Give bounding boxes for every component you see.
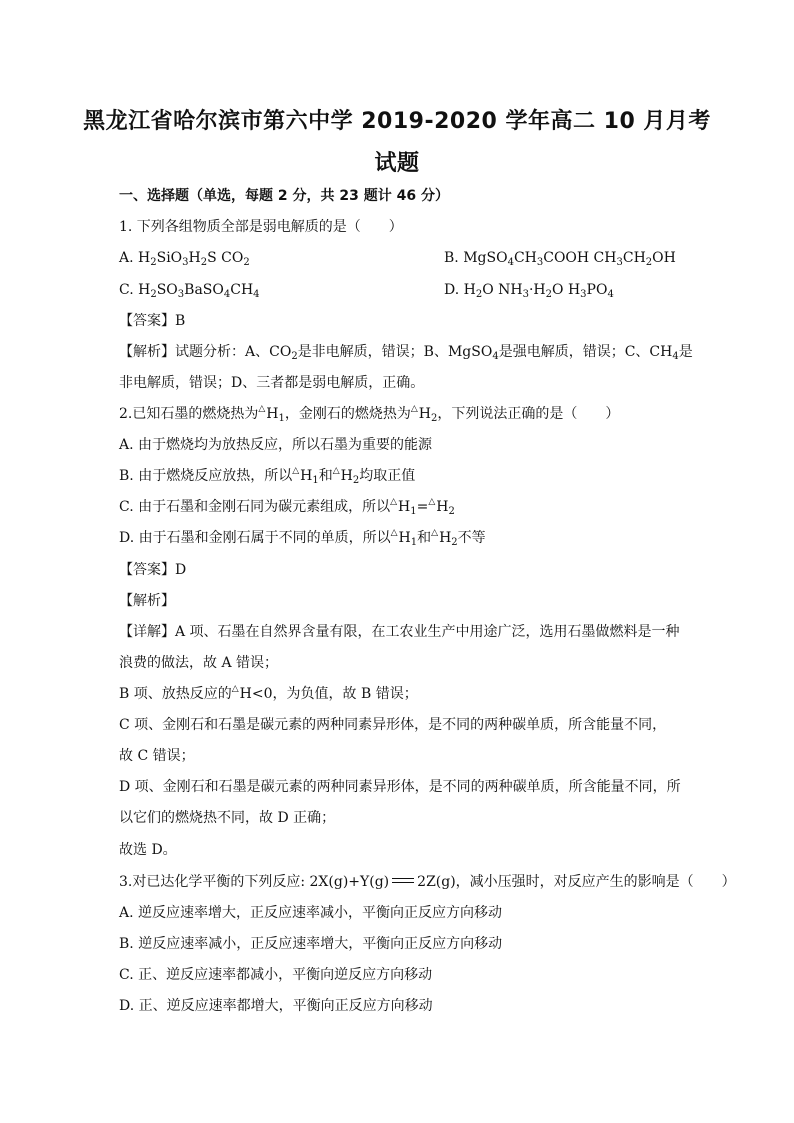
delta-symbol: △: [431, 528, 439, 538]
delta-symbol: △: [258, 404, 266, 414]
q2-detail-line4: C 项、金刚石和石墨是碳元素的两种同素异形体，是不同的两种碳单质，所含能量不同，: [119, 717, 667, 733]
q2-stem: 2.已知石墨的燃烧热为$^\triangle H_1$，金刚石的燃烧热为$^\triangle H_2$，下列说法正确的是（ ）: [119, 404, 620, 424]
q1-option-d: D. $H_2O$ $NH_3\cdot H_2O$ $H_3PO_4$: [444, 282, 614, 300]
q1-stem: 1. 下列各组物质全部是弱电解质的是（ ）: [119, 219, 403, 235]
document-title-line2: 试题: [374, 151, 420, 176]
q1-option-c: C. $H_2SO_3BaSO_4CH_4$: [119, 282, 260, 300]
q2-option-b: B. 由于燃烧反应放热，所以$^\triangle H_1$和$^\triangle H_2$均取正值: [119, 466, 416, 486]
q2-detail-line3: B 项、放热反应的△H<0，为负值，故 B 错误；: [119, 684, 418, 702]
q2-detail-line6: D 项、金刚石和石墨是碳元素的两种同素异形体，是不同的两种碳单质，所含能量不同，所: [119, 779, 681, 795]
q2-answer: 【答案】D: [119, 562, 187, 578]
q1-answer: 【答案】B: [119, 313, 186, 329]
delta-symbol: △: [390, 497, 398, 507]
section-heading: 一、选择题（单选，每题 2 分，共 23 题计 46 分）: [119, 188, 449, 204]
q3-option-a: A. 逆反应速率增大，正反应速率减小，平衡向正反应方向移动: [119, 905, 503, 921]
q2-option-c: C. 由于石墨和金刚石同为碳元素组成，所以$^\triangle H_1=^\triangle H_2$: [119, 497, 455, 517]
q1-option-b: B. $MgSO_4CH_3COOH$ $CH_3CH_2OH$: [444, 250, 676, 268]
delta-symbol: △: [410, 404, 418, 414]
q2-analysis-label: 【解析】: [119, 593, 175, 609]
equilibrium-arrow-icon: [390, 874, 416, 886]
document-title-line1: 黑龙江省哈尔滨市第六中学 2019-2020 学年高二 10 月月考: [83, 109, 711, 134]
delta-symbol: △: [292, 466, 300, 476]
q3-stem: 3.对已达化学平衡的下列反应: 2X(g)+Y(g) 2Z(g)，减小压强时，对反应产生的影响是（ ）: [119, 874, 736, 890]
q2-detail-line2: 浪费的做法，故 A 错误；: [119, 655, 279, 671]
delta-symbol: △: [428, 497, 436, 507]
delta-symbol: △: [231, 684, 239, 694]
q2-detail-line7: 以它们的燃烧热不同，故 D 正确；: [119, 810, 336, 826]
delta-symbol: △: [390, 528, 398, 538]
q2-detail-line5: 故 C 错误；: [119, 748, 195, 764]
q1-analysis-line2: 非电解质，错误；D、三者都是弱电解质，正确。: [119, 375, 425, 391]
q1-analysis-line1: 【解析】试题分析：A、$CO_2$是非电解质，错误；B、MgSO$_4$是强电解质，错误；C、$CH_4$是: [119, 344, 693, 362]
delta-symbol: △: [332, 466, 340, 476]
q2-option-d: D. 由于石墨和金刚石属于不同的单质，所以$^\triangle H_1$和$^\triangle H_2$不等: [119, 528, 486, 548]
q3-option-b: B. 逆反应速率减小，正反应速率增大，平衡向正反应方向移动: [119, 936, 503, 952]
q2-detail-line1: 【详解】A 项、石墨在自然界含量有限，在工农业生产中用途广泛，选用石墨做燃料是一种: [119, 624, 680, 640]
q3-option-c: C. 正、逆反应速率都减小，平衡向逆反应方向移动: [119, 967, 433, 983]
q2-detail-line8: 故选 D。: [119, 842, 177, 858]
q1-option-a: A. $H_2SiO_3H_2S$ $CO_2$: [119, 250, 250, 268]
q2-option-a: A. 由于燃烧均为放热反应，所以石墨为重要的能源: [119, 437, 433, 453]
q3-option-d: D. 正、逆反应速率都增大，平衡向正反应方向移动: [119, 998, 433, 1014]
